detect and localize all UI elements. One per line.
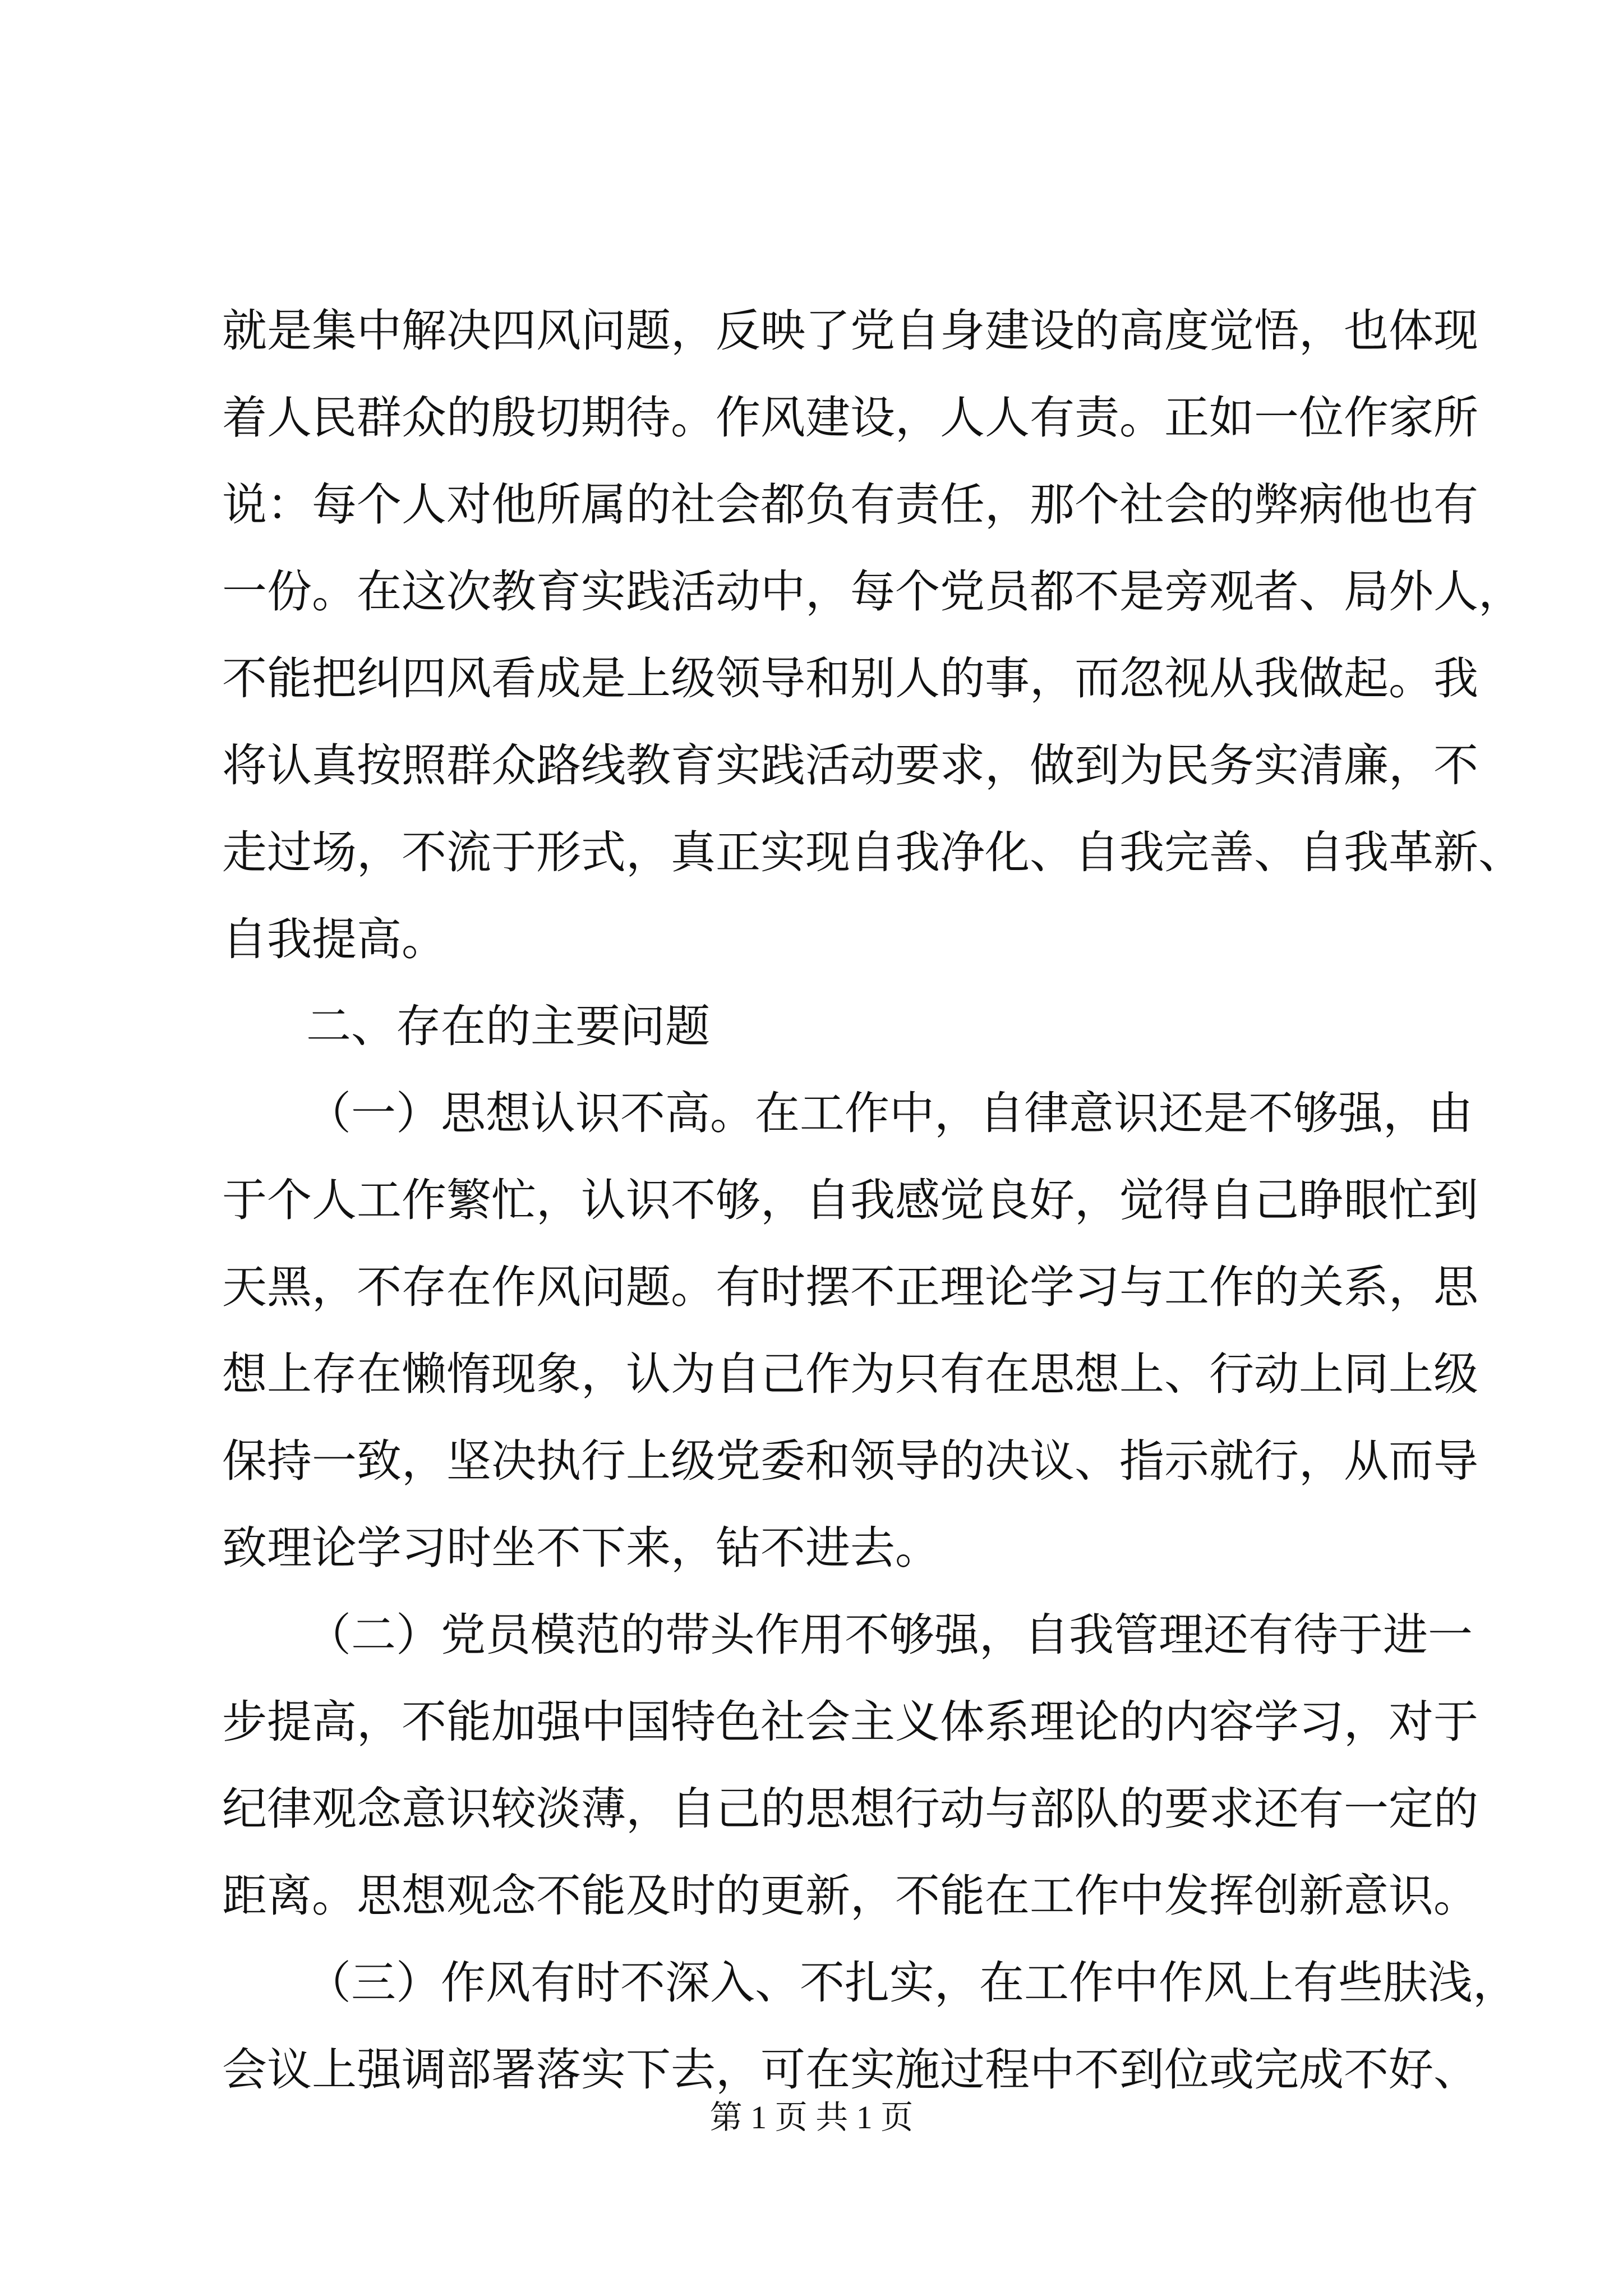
body-text-line: 走过场，不流于形式，真正实现自我净化、自我完善、自我革新、 — [222, 826, 1523, 878]
body-text-line: 于个人工作繁忙，认识不够，自我感觉良好，觉得自己睁眼忙到 — [222, 1174, 1478, 1226]
body-text-line: 距离。思想观念不能及时的更新，不能在工作中发挥创新意识。 — [222, 1870, 1478, 1922]
body-text-line: 将认真按照群众路线教育实践活动要求，做到为民务实清廉，不 — [222, 739, 1478, 792]
body-text-line: 天黑，不存在作风问题。有时摆不正理论学习与工作的关系，思 — [222, 1261, 1478, 1313]
body-text-line: 就是集中解决四风问题，反映了党自身建设的高度觉悟，也体现 — [222, 305, 1478, 357]
body-text-line: 纪律观念意识较淡薄，自己的思想行动与部队的要求还有一定的 — [222, 1783, 1478, 1835]
page-footer: 第 1 页 共 1 页 — [709, 2099, 914, 2136]
body-text-line: 说：每个人对他所属的社会都负有责任，那个社会的弊病他也有 — [222, 478, 1478, 531]
paragraph-end-line: 自我提高。 — [222, 913, 446, 965]
paragraph-first-line: （二）党员模范的带头作用不够强，自我管理还有待于进一 — [306, 1609, 1473, 1661]
body-text-line: 保持一致，坚决执行上级党委和领导的决议、指示就行，从而导 — [222, 1435, 1478, 1487]
body-text-line: 一份。在这次教育实践活动中，每个党员都不是旁观者、局外人， — [222, 565, 1523, 618]
body-text-line: 会议上强调部署落实下去，可在实施过程中不到位或完成不好、 — [222, 2044, 1478, 2096]
paragraph-first-line: （三）作风有时不深入、不扎实，在工作中作风上有些肤浅， — [306, 1957, 1518, 2009]
body-text-line: 着人民群众的殷切期待。作风建设，人人有责。正如一位作家所 — [222, 392, 1478, 444]
paragraph-first-line: （一）思想认识不高。在工作中，自律意识还是不够强，由 — [306, 1087, 1473, 1139]
body-text-line: 不能把纠四风看成是上级领导和别人的事，而忽视从我做起。我 — [222, 652, 1478, 705]
body-text-line: 想上存在懒惰现象，认为自己作为只有在思想上、行动上同上级 — [222, 1348, 1478, 1400]
paragraph-end-line: 致理论学习时坐不下来，钻不进去。 — [222, 1522, 940, 1574]
body-text-line: 步提高，不能加强中国特色社会主义体系理论的内容学习，对于 — [222, 1696, 1478, 1748]
section-heading: 二、存在的主要问题 — [306, 1000, 710, 1052]
